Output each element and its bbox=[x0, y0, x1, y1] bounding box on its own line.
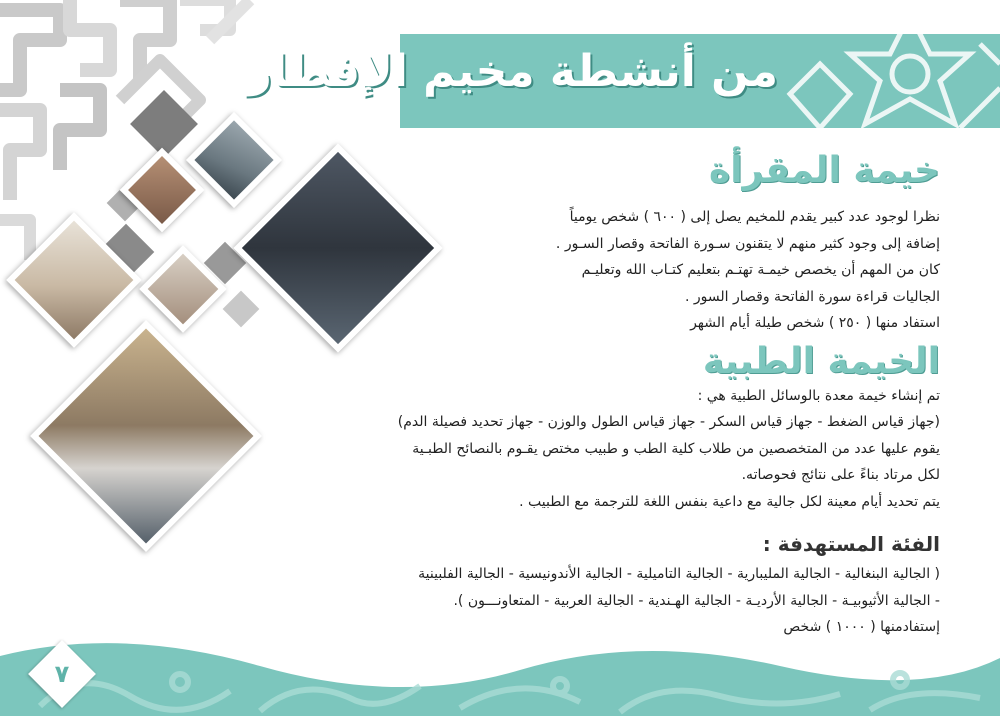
bottom-decorative-band bbox=[0, 636, 1000, 716]
grey-square bbox=[223, 291, 260, 328]
paragraph-line: - الجالية الأثيوبيـة - الجالية الأرديـة - الجالية الهـندية - الجالية العربية - المتعاونـــون ). bbox=[453, 592, 940, 609]
paragraph-line: (جهاز قياس الضغط - جهاز قياس السكر - جهاز قياس الطول والوزن - جهاز تحديد فصيلة الدم) bbox=[397, 414, 940, 430]
paragraph-line: نظرا لوجود عدد كبير يقدم للمخيم يصل إلى ( ٦٠٠ ) شخص يومياً bbox=[569, 209, 940, 225]
paragraph-line: تم إنشاء خيمة معدة بالوسائل الطبية هي : bbox=[697, 387, 940, 404]
page-number: ٧ bbox=[54, 660, 70, 688]
section-title-target-group: الفئة المستهدفة : bbox=[762, 532, 940, 556]
grey-square bbox=[130, 90, 198, 158]
title-banner bbox=[246, 34, 1000, 128]
paragraph-line: ( الجالية البنغالية - الجالية المليبارية - الجالية التاميلية - الجالية الأندونيسية - الجالية الفلبينية bbox=[418, 566, 940, 582]
calligraphy-pattern bbox=[0, 636, 1000, 716]
section-title-reading-tent: خيمة المقرأة bbox=[708, 150, 940, 191]
islamic-star-ornament bbox=[760, 34, 1000, 128]
paragraph-line: استفاد منها ( ٢٥٠ ) شخص طيلة أيام الشهر bbox=[690, 315, 940, 331]
paragraph-line: إستفادمنها ( ١٠٠٠ ) شخص bbox=[783, 619, 940, 635]
photo-medical-team bbox=[30, 320, 262, 552]
page-title: من أنشطة مخيم الإفطار bbox=[246, 46, 778, 97]
content-column bbox=[340, 150, 940, 641]
paragraph-line: الجاليات قراءة سورة الفاتحة وقصار السور . bbox=[684, 288, 940, 305]
paragraph-line: إضافة إلى وجود كثير منهم لا يتقنون سـورة الفاتحة وقصار السـور . bbox=[555, 235, 940, 252]
paragraph-line: لكل مرتاد بناءً على نتائج فحوصاته. bbox=[741, 467, 940, 483]
paragraph-line: كان من المهم أن يخصص خيمـة تهتـم بتعليم كتـاب الله وتعليـم bbox=[581, 262, 940, 278]
paragraph-line: يقوم عليها عدد من المتخصصين من طلاب كلية الطب و طبيب مختص يقـوم بالنصائح الطبـية bbox=[412, 440, 940, 457]
paragraph-line: يتم تحديد أيام معينة لكل جالية مع داعية بنفس اللغة للترجمة مع الطبيب . bbox=[519, 493, 940, 510]
section-title-medical-tent: الخيمة الطبية bbox=[702, 340, 940, 382]
